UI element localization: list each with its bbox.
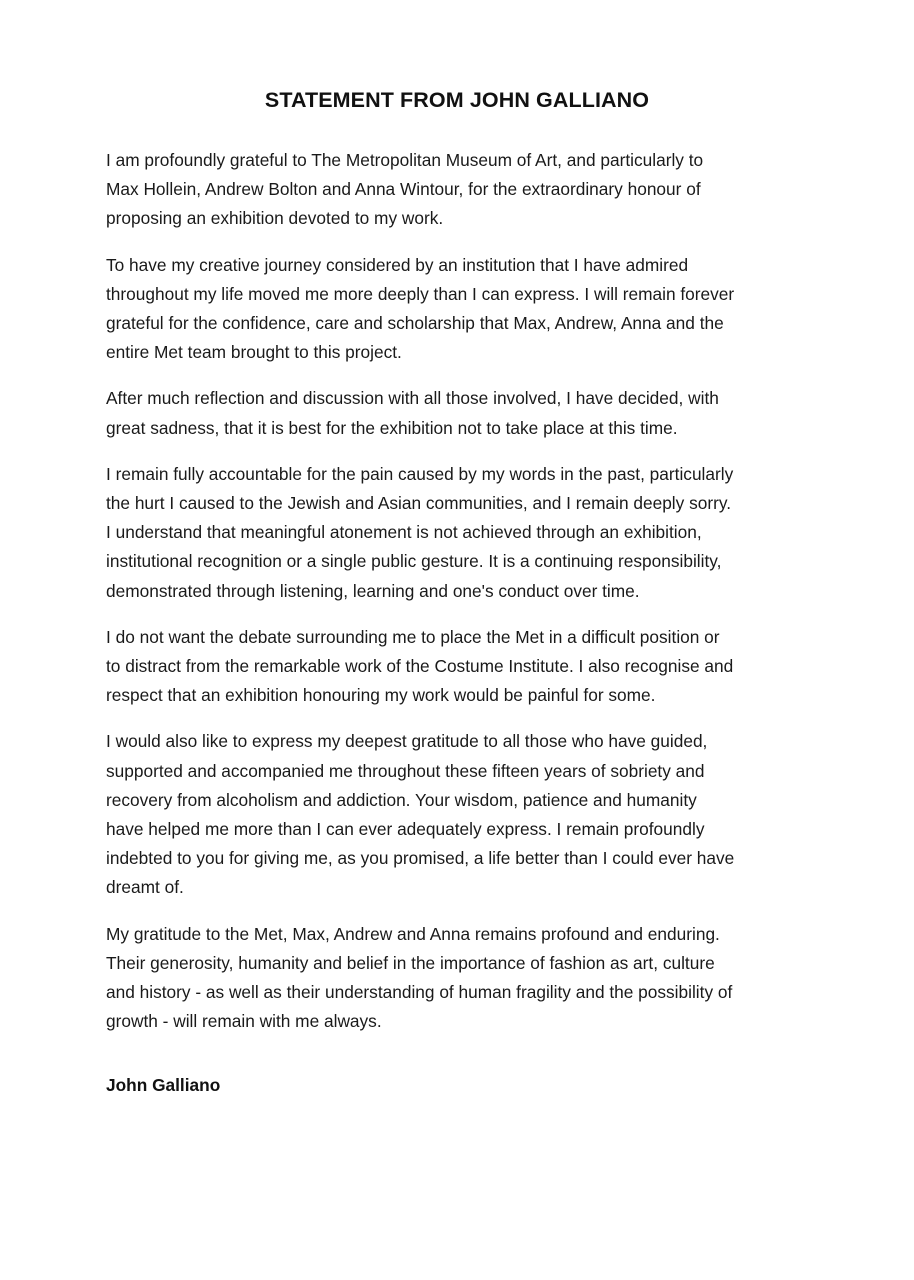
paragraph-line: respect that an exhibition honouring my work would be painful for some. [106, 685, 656, 706]
paragraph-line: indebted to you for giving me, as you promised, a life better than I could ever have [106, 848, 735, 869]
paragraph-line: the hurt I caused to the Jewish and Asian communities, and I remain deeply sorry. [106, 493, 732, 514]
paragraph-line: great sadness, that it is best for the exhibition not to take place at this time. [106, 417, 678, 438]
paragraph-line: I would also like to express my deepest gratitude to all those who have guided, [106, 731, 708, 752]
paragraph-line: supported and accompanied me throughout these fifteen years of sobriety and [106, 760, 705, 781]
paragraph-line: demonstrated through listening, learning and one's conduct over time. [106, 580, 640, 601]
paragraph-2 [106, 251, 828, 368]
paragraph-line: growth - will remain with me always. [106, 1011, 382, 1032]
paragraph-1 [106, 146, 828, 234]
paragraph-line: throughout my life moved me more deeply than I can express. I will remain forever [106, 283, 735, 304]
paragraph-line: have helped me more than I can ever adequately express. I remain profoundly [106, 819, 705, 840]
paragraph-line: My gratitude to the Met, Max, Andrew and Anna remains profound and enduring. [106, 923, 720, 944]
paragraph-line: After much reflection and discussion with all those involved, I have decided, with [106, 388, 719, 409]
paragraph-line: to distract from the remarkable work of the Costume Institute. I also recognise and [106, 656, 734, 677]
paragraph-6 [106, 727, 828, 902]
paragraph-line: institutional recognition or a single public gesture. It is a continuing responsibility, [106, 551, 722, 572]
document-title: STATEMENT FROM JOHN GALLIANO [264, 88, 650, 112]
document-body [106, 146, 828, 1053]
paragraph-line: I am profoundly grateful to The Metropolitan Museum of Art, and particularly to [106, 150, 704, 170]
paragraph-line: Their generosity, humanity and belief in the importance of fashion as art, culture [106, 952, 715, 973]
paragraph-line: I understand that meaningful atonement is not achieved through an exhibition, [106, 522, 702, 543]
paragraph-3 [106, 384, 828, 442]
paragraph-line: and history - as well as their understanding of human fragility and the possibility of [106, 982, 733, 1003]
paragraph-line: grateful for the confidence, care and scholarship that Max, Andrew, Anna and the [106, 313, 724, 334]
paragraph-line: I remain fully accountable for the pain caused by my words in the past, particularly [106, 463, 734, 484]
paragraph-line: To have my creative journey considered by an institution that I have admired [106, 254, 689, 275]
paragraph-line: recovery from alcoholism and addiction. Your wisdom, patience and humanity [106, 789, 697, 810]
paragraph-line: proposing an exhibition devoted to my work. [106, 208, 444, 229]
paragraph-7 [106, 920, 828, 1037]
paragraph-line: entire Met team brought to this project. [106, 342, 402, 363]
paragraph-line: dreamt of. [106, 877, 184, 898]
paragraph-5 [106, 623, 828, 711]
paragraph-4 [106, 460, 828, 606]
paragraph-line: Max Hollein, Andrew Bolton and Anna Wintour, for the extraordinary honour of [106, 179, 701, 200]
signature: John Galliano [106, 1075, 221, 1095]
paragraph-line: I do not want the debate surrounding me to place the Met in a difficult position or [106, 626, 720, 647]
